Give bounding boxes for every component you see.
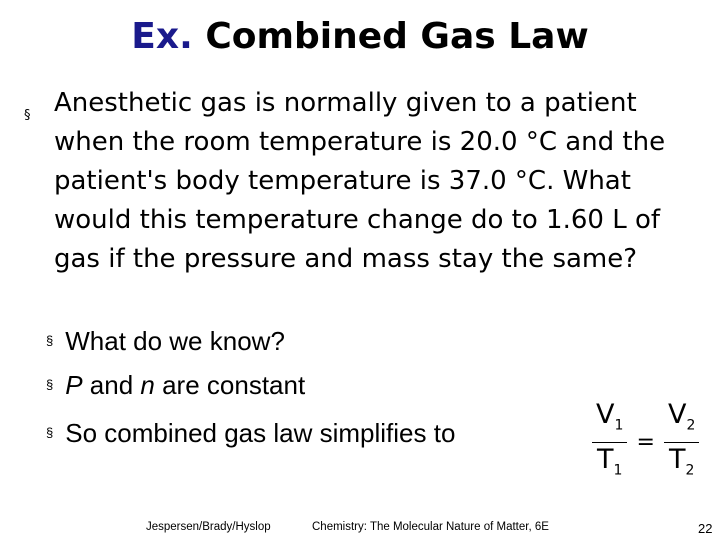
page-number: 22: [698, 521, 713, 536]
main-bullet-text: Anesthetic gas is normally given to a patient when the room temperature is 20.0 °C and the patient's body temperature is 37.0 °C. What would this temperature change do to 1.60 L of gas if the pressure and mass stay the same?: [54, 88, 666, 274]
bullet-marker: §: [46, 425, 54, 440]
footer-authors: Jespersen/Brady/Hyslop: [146, 521, 271, 533]
bullet-marker: §: [46, 333, 54, 348]
bullet-marker: §: [24, 108, 31, 123]
title-prefix: Ex.: [131, 16, 193, 57]
fraction-v2-t2: [664, 400, 699, 486]
constant-text: are constant: [154, 370, 306, 400]
var-p: P: [65, 370, 83, 400]
sub-bullet-text: So combined gas law simplifies to: [65, 418, 456, 448]
subscript-1: 1: [613, 462, 623, 479]
t-symbol: T: [596, 444, 614, 476]
fraction-bar: [592, 442, 627, 443]
subscript-1: 1: [614, 417, 624, 434]
title-main: Combined Gas Law: [205, 16, 589, 57]
sub-bullet-simplifies: [46, 418, 455, 449]
sub-bullet-text: What do we know?: [65, 326, 285, 356]
sub-bullet-constant: [46, 370, 305, 401]
subscript-2: 2: [685, 462, 695, 479]
slide-title: [0, 16, 720, 57]
main-bullet: [24, 84, 694, 279]
sub-bullet-know: [46, 326, 285, 357]
var-n: n: [140, 370, 155, 400]
t-symbol: T: [669, 444, 686, 476]
and-text: and: [82, 370, 141, 400]
subscript-2: 2: [686, 417, 696, 434]
fraction-bar: [664, 442, 699, 443]
v-symbol: V: [596, 399, 615, 430]
equals-sign: =: [636, 430, 655, 456]
footer-book: Chemistry: The Molecular Nature of Matter, 6E: [312, 521, 549, 533]
charles-law-equation: [592, 400, 699, 486]
v-symbol: V: [668, 399, 687, 430]
fraction-v1-t1: [592, 400, 627, 486]
bullet-marker: §: [46, 377, 54, 392]
